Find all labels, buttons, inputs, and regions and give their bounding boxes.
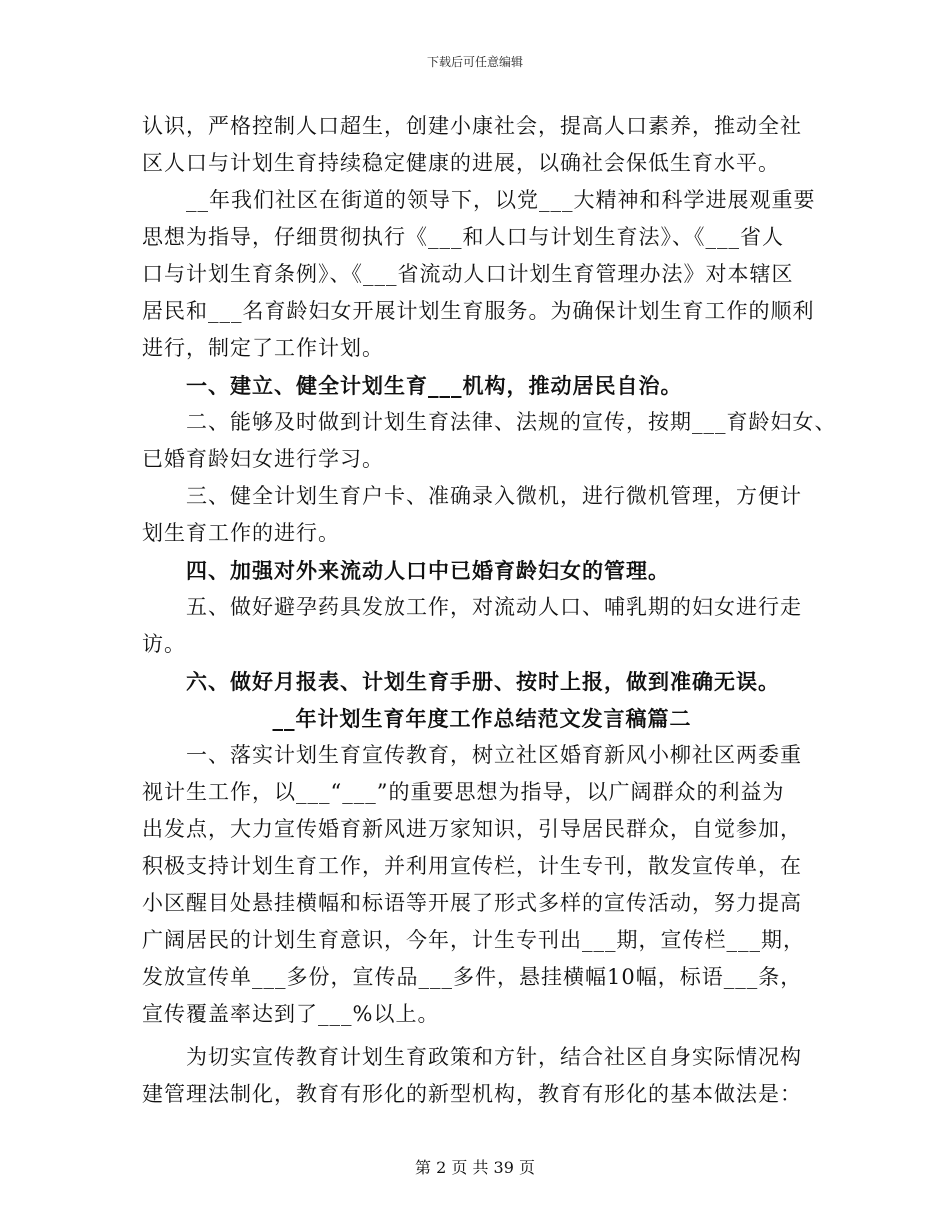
text-line: 一、落实计划生育宣传教育，树立社区婚育新风小柳社区两委重 [186, 743, 802, 767]
text-line: 宣传覆盖率达到了___%以上。 [142, 1002, 440, 1026]
text-line: 三、健全计划生育户卡、准确录入微机，进行微机管理，方便计 [186, 484, 802, 508]
text-line: 进行，制定了工作计划。 [142, 336, 384, 360]
text-line: 口与计划生育条例》、《___省流动人口计划生育管理办法》对本辖区 [142, 262, 794, 286]
text-line: 五、做好避孕药具发放工作，对流动人口、哺乳期的妇女进行走 [186, 595, 802, 619]
text-line: 建管理法制化，教育有形化的新型机构，教育有形化的基本做法是： [142, 1082, 802, 1106]
text-line: 广阔居民的计划生育意识，今年，计生专刊出___期，宣传栏___期， [142, 928, 805, 952]
text-line: 小区醒目处悬挂横幅和标语等开展了形式多样的宣传活动，努力提高 [142, 891, 802, 915]
text-line: 二、能够及时做到计划生育法律、法规的宣传，按期___育龄妇女、 [186, 410, 837, 434]
text-line: 为切实宣传教育计划生育政策和方针，结合社区自身实际情况构 [186, 1045, 802, 1069]
text-line: 视计生工作，以___“___”的重要思想为指导，以广阔群众的利益为 [142, 780, 785, 804]
page-number: 第 2 页 共 39 页 [415, 1158, 535, 1177]
text-line: 积极支持计划生育工作，并利用宣传栏，计生专刊，散发宣传单，在 [142, 854, 802, 878]
document-body [142, 108, 837, 1113]
text-line: __年我们社区在街道的领导下，以党___大精神和科学进展观重要 [186, 188, 816, 212]
page-header-note: 下载后可任意编辑 [426, 55, 523, 69]
text-line: 已婚育龄妇女进行学习。 [142, 447, 384, 471]
section-title: __年计划生育年度工作总结范文发言稿篇二 [272, 706, 692, 731]
bold-text-line: 四、加强对外来流动人口中已婚育龄妇女的管理。 [186, 558, 670, 583]
bold-text-line: 六、做好月报表、计划生育手册、按时上报，做到准确无误。 [186, 669, 780, 694]
text-line: 发放宣传单___多份，宣传品___多件，悬挂横幅10幅，标语___条， [142, 965, 803, 989]
text-line: 区人口与计划生育持续稳定健康的进展，以确社会保低生育水平。 [142, 151, 780, 175]
bold-text-line: 一、建立、健全计划生育___机构，推动居民自治。 [186, 373, 683, 398]
text-line: 出发点，大力宣传婚育新风进万家知识，引导居民群众，自觉参加， [142, 817, 802, 841]
text-line: 居民和___名育龄妇女开展计划生育服务。为确保计划生育工作的顺利 [142, 299, 815, 323]
text-line: 划生育工作的进行。 [142, 521, 340, 545]
text-line: 认识，严格控制人口超生，创建小康社会，提高人口素养，推动全社 [142, 114, 802, 138]
text-line: 访。 [142, 632, 186, 656]
text-line: 思想为指导，仔细贯彻执行《___和人口与计划生育法》、《___省人 [142, 225, 784, 249]
